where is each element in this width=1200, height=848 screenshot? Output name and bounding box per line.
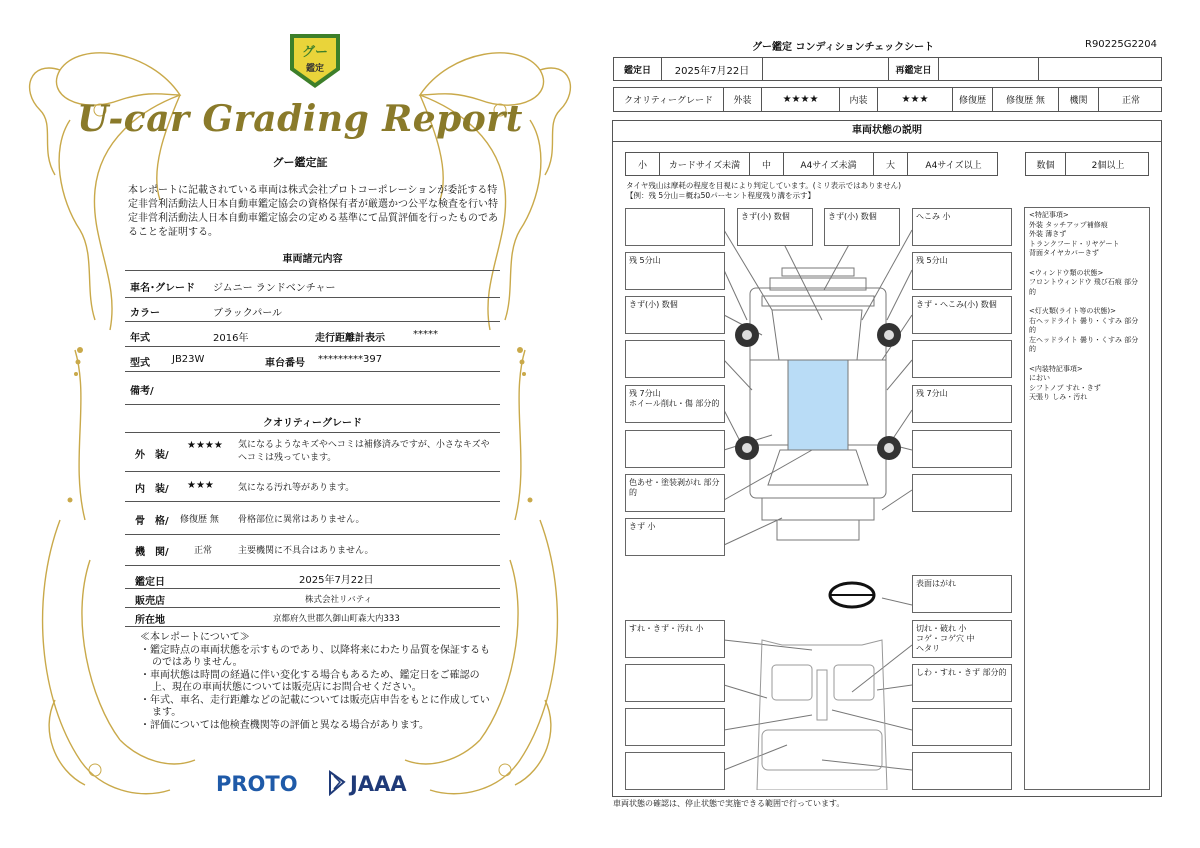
- damage-box: [625, 518, 725, 556]
- sheet-date-label: 鑑定日: [614, 58, 662, 80]
- damage-box: [912, 385, 1012, 423]
- appraisal-date-label: 鑑定日: [135, 577, 165, 588]
- size-small-label: 小: [626, 153, 660, 175]
- damage-label: 表面はがれ: [916, 579, 956, 588]
- damage-label: 残 7分山: [916, 389, 948, 398]
- goo-appraisal-badge-icon: [286, 30, 344, 90]
- damage-box: [625, 620, 725, 658]
- damage-box: [625, 208, 725, 246]
- quality-engine-value: 正常: [194, 546, 213, 556]
- certificate-intro: 本レポートに記載されている車両は株式会社プロトコーポレーションが委託する特定非営利活動法人日本自動車鑑定協会の資格保有者が厳選かつ公平な検査を行い特定非営利活動法人日本自動車鑑定協会の定める基準にて品質評価を行ったものであることを証明する。: [128, 185, 498, 238]
- spec-heading: 車両諸元内容: [282, 254, 343, 265]
- damage-label: きず(小) 数個: [629, 300, 678, 309]
- special-note-line: シフトノブ すれ・きず: [1029, 383, 1101, 392]
- note-item: ・車両状態は時間の経過に伴い変化する場合もあるため、鑑定日をご確認の上、現在の車両状態については販売店にお問合せください。: [140, 669, 480, 693]
- damage-label: しわ・すれ・きず 部分的: [916, 668, 1007, 677]
- size-mid-desc: A4サイズ未満: [784, 153, 874, 175]
- special-note-line: 背面タイヤカバーきず: [1029, 249, 1099, 258]
- sheet-grade-row: [613, 87, 1162, 112]
- spec-name-label: 車名･グレード: [130, 283, 195, 294]
- special-note-line: フロントウィンドウ 飛び石痕 部分的: [1029, 278, 1139, 296]
- special-notes-panel: [1024, 207, 1150, 790]
- quality-heading: クオリティーグレード: [263, 418, 362, 429]
- special-note-line: トランクフード・リヤゲート: [1029, 239, 1120, 248]
- damage-box: [912, 296, 1012, 334]
- spec-row-name: [125, 270, 500, 298]
- spec-row-year: [125, 322, 500, 347]
- damage-label: すれ・きず・汚れ 小: [629, 624, 704, 633]
- damage-box: [625, 340, 725, 378]
- sheet-engine-label: 機関: [1059, 88, 1099, 111]
- dealer-row: [125, 589, 500, 608]
- spec-model-value: JB23W: [172, 354, 205, 365]
- damage-label: きず・へこみ(小) 数個: [916, 300, 997, 309]
- special-note-line: 右ヘッドライト 曇り・くすみ 部分的: [1029, 316, 1139, 335]
- note-item: ・評価については他検査機関等の評価と異なる場合があります。: [140, 719, 429, 731]
- count-label: 数個: [1026, 153, 1066, 175]
- damage-box: [912, 474, 1012, 512]
- sheet-code: R90225G2204: [1085, 39, 1157, 50]
- special-note-line: におい: [1029, 374, 1050, 383]
- special-note-line: <ウィンドウ類の状態>: [1029, 268, 1104, 277]
- quality-frame-text: 骨格部位に異常はありません。: [238, 515, 365, 525]
- special-note-spacer: [1029, 355, 1145, 365]
- sheet-date-row: [613, 57, 1162, 81]
- quality-exterior-label: 外 装/: [135, 450, 169, 461]
- svg-text:グー: グー: [301, 45, 329, 60]
- spec-name-value: ジムニー ランドベンチャー: [213, 283, 336, 294]
- proto-logo-text: PROTO: [216, 772, 298, 796]
- damage-label: 残 5分山: [629, 256, 661, 265]
- damage-label: へこみ 小: [916, 212, 951, 221]
- jaaa-logo-text: JAAA: [350, 772, 407, 796]
- sheet-interior-stars: ★★★: [878, 88, 953, 111]
- quality-interior-stars: ★★★: [187, 480, 214, 491]
- special-note-line: 天張り しみ・汚れ: [1029, 393, 1088, 402]
- sheet-exterior-stars: ★★★★: [762, 88, 840, 111]
- spec-color-value: ブラックパール: [213, 308, 282, 319]
- appraisal-date-value: 2025年7月22日: [299, 575, 374, 586]
- quality-interior-label: 内 装/: [135, 484, 169, 495]
- sheet-date-value: 2025年7月22日: [662, 58, 763, 80]
- size-legend: [625, 152, 998, 176]
- jaaa-logo: [350, 772, 407, 796]
- spec-year-value: 2016年: [213, 333, 249, 344]
- damage-box: [625, 708, 725, 746]
- sheet-grade-label: クオリティーグレード: [614, 88, 724, 111]
- quality-engine-text: 主要機関に不具合はありません。: [238, 546, 374, 556]
- appraisal-date-row: [125, 568, 500, 589]
- count-legend: [1025, 152, 1149, 176]
- address-value: 京都府久世郡久御山町森大内333: [273, 614, 400, 624]
- special-note-line: <内装特記事項>: [1029, 364, 1083, 373]
- address-row: [125, 608, 500, 627]
- size-large-label: 大: [874, 153, 908, 175]
- quality-row-engine: [125, 535, 500, 566]
- dealer-label: 販売店: [135, 596, 165, 607]
- damage-box: [912, 430, 1012, 468]
- spec-chassis-value: *********397: [318, 354, 383, 365]
- count-desc: 2個以上: [1091, 160, 1125, 171]
- svg-text:鑑定: 鑑定: [305, 64, 325, 74]
- dealer-value: 株式会社リバティ: [305, 595, 373, 605]
- size-mid-label: 中: [750, 153, 784, 175]
- sheet-interior-label: 内装: [840, 88, 878, 111]
- sheet-footer-note: 車両状態の確認は、停止状態で実施できる範囲で行っています。: [613, 799, 845, 808]
- report-script-title: U-car Grading Report: [77, 98, 523, 140]
- spec-model-label: 型式: [130, 358, 150, 369]
- sheet-exterior-label: 外装: [724, 88, 762, 111]
- quality-engine-label: 機 関/: [135, 547, 169, 558]
- note-item: ・鑑定時点の車両状態を示すものであり、以降将来にわたり品質を保証するものではありません。: [140, 644, 490, 668]
- spec-row-remarks: [125, 372, 500, 405]
- damage-box: [912, 708, 1012, 746]
- tire-example: 【例：残 5分山＝概ね50パーセント程度残り溝を示す】: [626, 191, 816, 200]
- report-notes: [140, 632, 495, 732]
- quality-frame-label: 骨 格/: [135, 516, 169, 527]
- damage-box: [912, 252, 1012, 290]
- sheet-repair-label: 修復歴: [953, 88, 993, 111]
- sheet-repair-value: 修復歴 無: [993, 88, 1059, 111]
- special-note-line: 外装 薄きず: [1029, 230, 1067, 239]
- spec-mileage-label: 走行距離計表示: [315, 333, 385, 344]
- damage-label: きず 小: [629, 522, 656, 531]
- sheet-reappraisal-label: 再鑑定日: [889, 58, 939, 80]
- damage-box: [912, 664, 1012, 702]
- damage-box: [737, 208, 813, 246]
- damage-box: [912, 340, 1012, 378]
- spec-mileage-value: *****: [413, 329, 438, 340]
- spec-row-model: [125, 347, 500, 372]
- damage-label: 切れ・破れ 小 コゲ・コゲ穴 中 ヘタリ: [916, 624, 975, 653]
- proto-logo: [216, 772, 298, 796]
- spec-color-label: カラー: [130, 308, 160, 319]
- damage-box: [625, 752, 725, 790]
- damage-label: 残 5分山: [916, 256, 948, 265]
- condition-heading: 車両状態の説明: [612, 120, 1162, 142]
- jaaa-logo-icon: [328, 770, 346, 796]
- tire-note: タイヤ残山は摩耗の程度を目視により判定しています。(ミリ表示ではありません): [626, 181, 902, 190]
- spec-remarks-label: 備考/: [130, 386, 154, 397]
- sheet-empty-cell: [763, 58, 889, 80]
- damage-box: [625, 385, 725, 423]
- certificate-title: グー鑑定証: [272, 156, 328, 169]
- special-note-line: <特記事項>: [1029, 211, 1069, 219]
- notes-title: ≪本レポートについて≫: [140, 632, 250, 643]
- special-note-line: 左ヘッドライト 曇り・くすみ 部分的: [1029, 335, 1139, 354]
- note-item: ・年式、車名、走行距離などの記載については販売店申告をもとに作成しています。: [140, 694, 490, 718]
- damage-box: [824, 208, 900, 246]
- quality-row-frame: [125, 502, 500, 535]
- sheet-title: グー鑑定 コンディションチェックシート: [752, 42, 935, 53]
- address-label: 所在地: [135, 615, 165, 626]
- damage-box: [625, 664, 725, 702]
- quality-row-interior: [125, 471, 500, 502]
- damage-box: [625, 430, 725, 468]
- special-note-line: <灯火類(ライト等の状態)>: [1029, 306, 1116, 315]
- damage-label: きず(小) 数個: [828, 212, 877, 221]
- sheet-reappraisal-value: [939, 58, 1039, 80]
- damage-box: [912, 620, 1012, 658]
- spec-row-color: [125, 297, 500, 322]
- special-note-spacer: [1029, 297, 1145, 307]
- quality-frame-value: 修復歴 無: [180, 515, 219, 525]
- damage-label: きず(小) 数個: [741, 212, 790, 221]
- quality-interior-text: 気になる汚れ等があります。: [238, 483, 355, 493]
- sheet-engine-value: 正常: [1121, 96, 1140, 106]
- quality-exterior-stars: ★★★★: [187, 440, 223, 451]
- damage-box: [912, 752, 1012, 790]
- quality-exterior-text: 気になるようなキズやヘコミは補修済みですが、小さなキズやヘコミは残っています。: [238, 440, 490, 463]
- damage-box: [625, 296, 725, 334]
- spec-chassis-label: 車台番号: [265, 358, 305, 369]
- damage-box: [912, 575, 1012, 613]
- damage-box: [625, 474, 725, 512]
- damage-label: 色あせ・塗装剥がれ 部分的: [629, 478, 720, 497]
- quality-row-exterior: [125, 432, 500, 472]
- damage-label: 残 7分山 ホイール削れ・傷 部分的: [629, 389, 720, 408]
- special-note-line: 外装 タッチアップ補修痕: [1029, 220, 1108, 229]
- special-note-spacer: [1029, 259, 1145, 269]
- size-small-desc: カードサイズ未満: [660, 153, 750, 175]
- spec-year-label: 年式: [130, 333, 150, 344]
- sheet-empty-cell: [1039, 58, 1163, 80]
- size-large-desc: A4サイズ以上: [925, 160, 982, 171]
- damage-box: [625, 252, 725, 290]
- damage-box: [912, 208, 1012, 246]
